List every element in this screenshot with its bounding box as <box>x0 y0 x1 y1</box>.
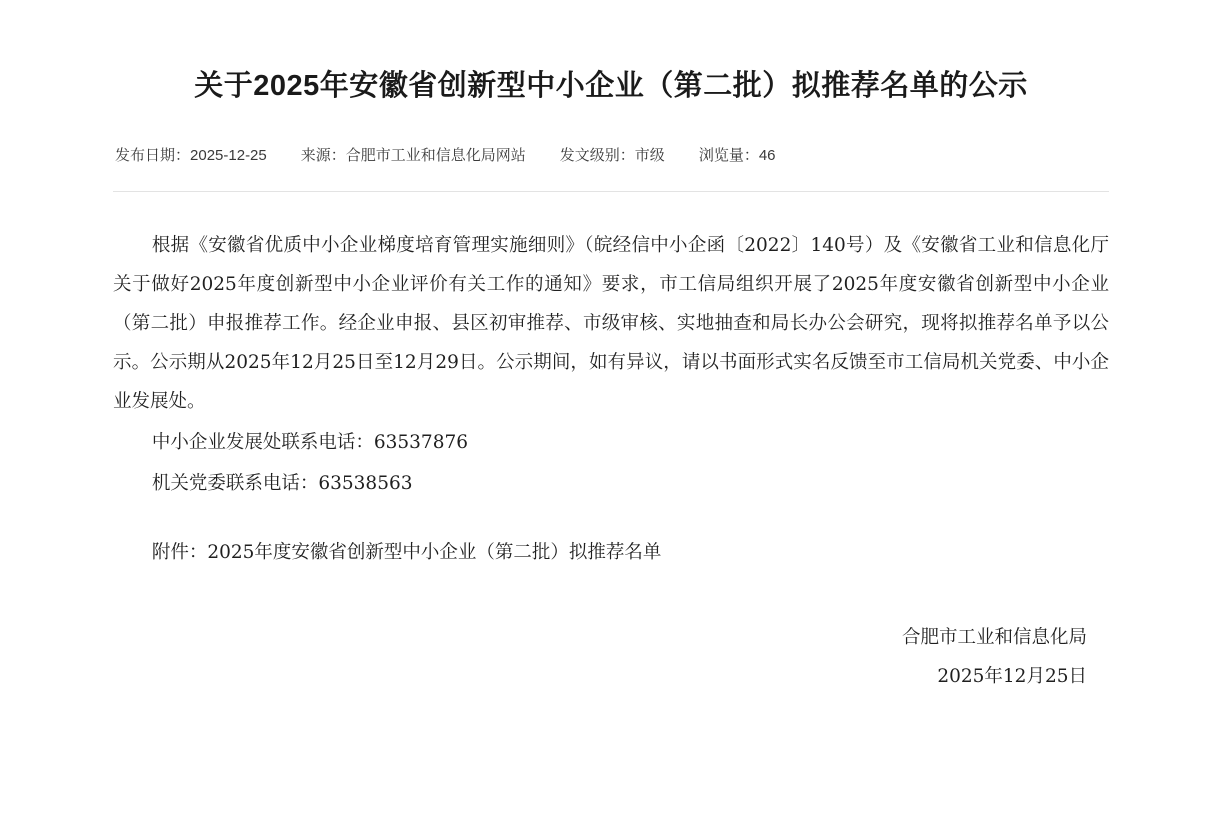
meta-publish-date-value: 2025-12-25 <box>190 147 267 165</box>
meta-publish-date-label: 发布日期： <box>115 147 191 165</box>
page-title: 关于2025年安徽省创新型中小企业（第二批）拟推荐名单的公示 <box>194 70 1028 103</box>
meta-source-value: 合肥市工业和信息化局网站 <box>345 147 526 165</box>
article-meta <box>113 145 1109 167</box>
header-divider <box>113 191 1109 192</box>
signature-block <box>113 618 1109 696</box>
meta-source-label: 来源： <box>300 147 346 165</box>
meta-views-label: 浏览量： <box>698 147 759 165</box>
meta-source <box>301 145 526 167</box>
contact-dev-dept: 中小企业发展处联系电话：63537876 <box>151 432 469 454</box>
meta-views-value: 46 <box>758 147 776 165</box>
article-body <box>113 226 1109 572</box>
meta-level <box>560 145 665 167</box>
contact-party-committee: 机关党委联系电话：63538563 <box>151 473 413 495</box>
attachment-line: 附件：2025年度安徽省创新型中小企业（第二批）拟推荐名单 <box>151 542 662 564</box>
body-paragraph: 根据《安徽省优质中小企业梯度培育管理实施细则》（皖经信中小企函〔2022〕140号）及《安徽省工业和信息化厅关于做好2025年度创新型中小企业评价有关工作的通知》要求，市工信局组织开展了2025年度安徽省创新型中小企业（第二批）申报推荐工作。经企业申报、县区初审推荐、市级审核、实地抽查和局长办公会研究，现将拟推荐名单予以公示。公示期从2025年12月25日至12月29日。公示期间，如有异议，请以书面形式实名反馈至市工信局机关党委、中小企业发展处。 <box>113 235 1109 413</box>
meta-level-label: 发文级别： <box>559 147 635 165</box>
article-container <box>113 0 1109 696</box>
body-spacer <box>113 503 1109 533</box>
signature-date: 2025年12月25日 <box>937 666 1087 688</box>
meta-views <box>699 145 776 167</box>
meta-publish-date <box>115 145 267 167</box>
meta-level-value: 市级 <box>634 147 665 165</box>
signature-organization: 合肥市工业和信息化局 <box>901 627 1087 649</box>
